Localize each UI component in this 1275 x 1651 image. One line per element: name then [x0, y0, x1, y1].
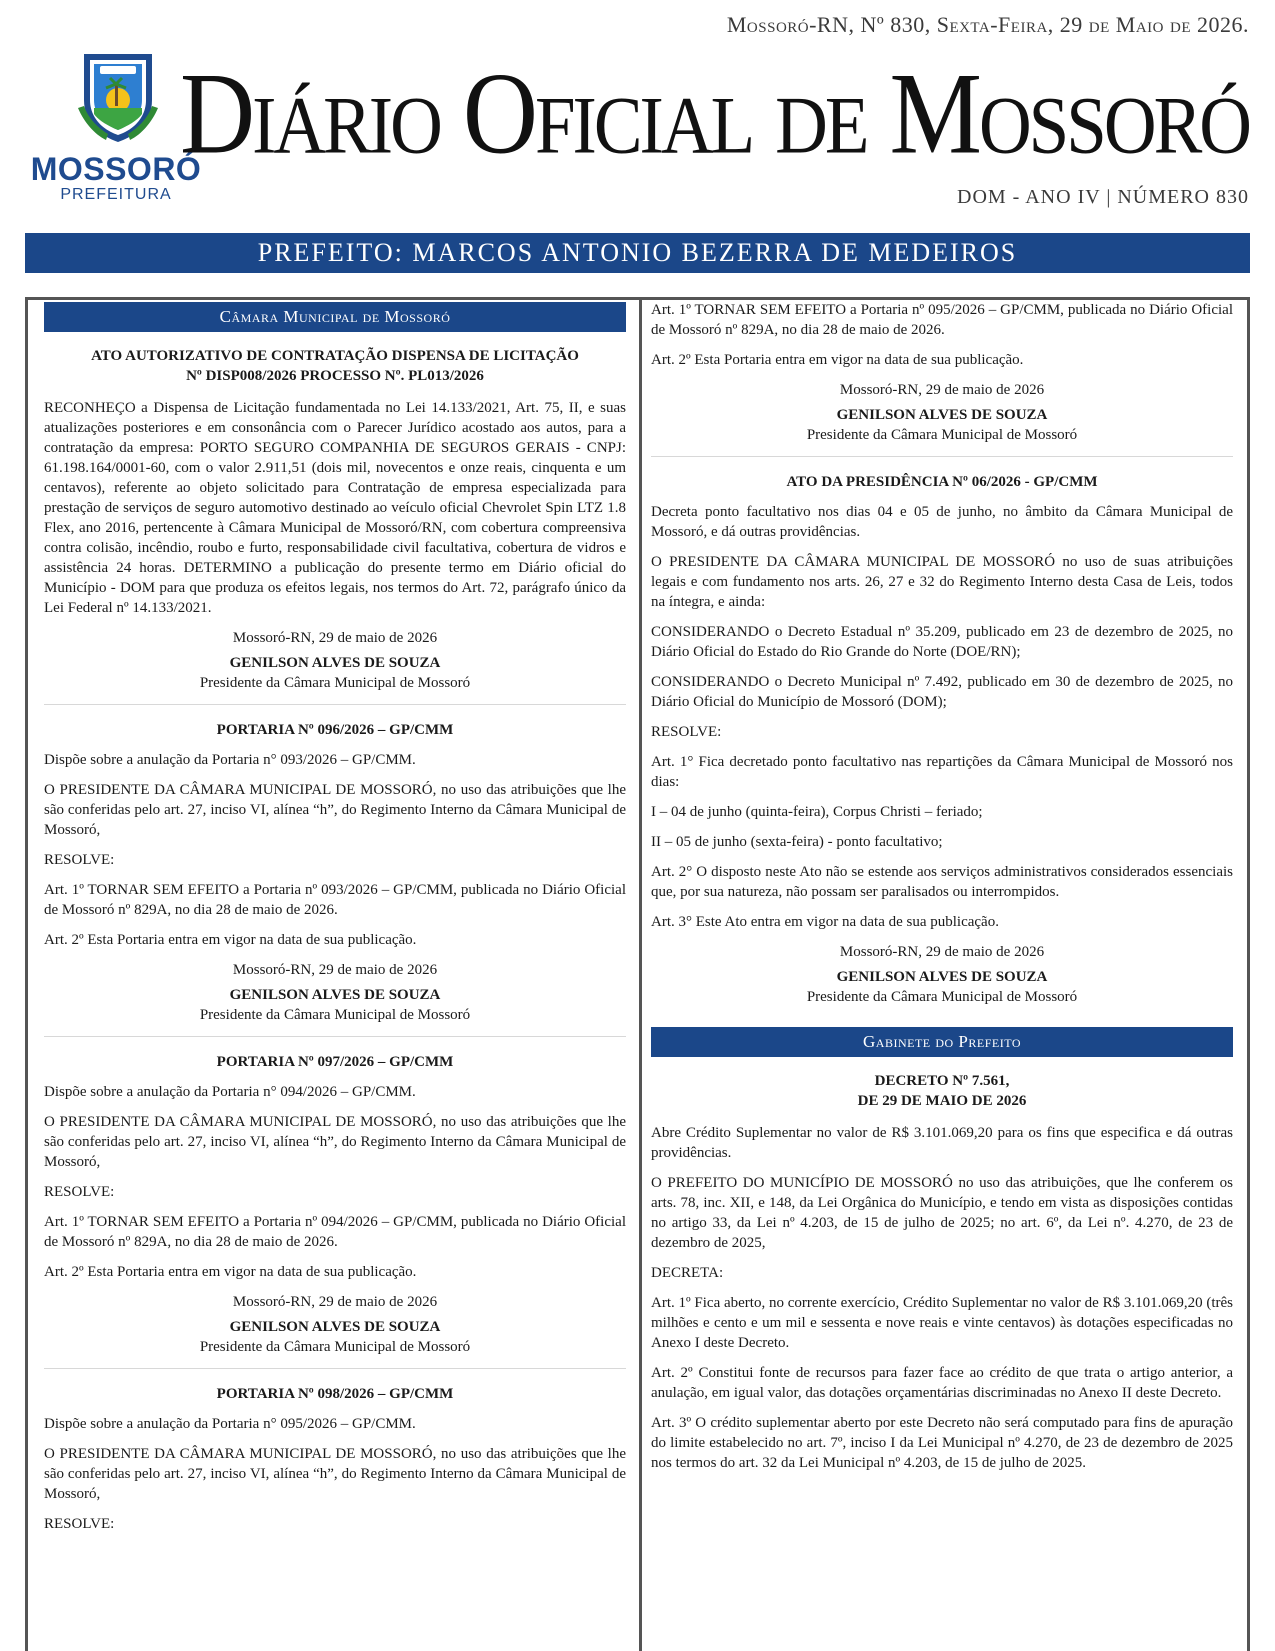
- decreto-decreta: DECRETA:: [651, 1265, 724, 1281]
- left-column: [44, 300, 626, 1534]
- section-header-camara: Câmara Municipal de Mossoró: [44, 302, 626, 332]
- portaria-preamble: O PRESIDENTE DA CÂMARA MUNICIPAL DE MOSSORÓ, no uso das atribuições que lhe são conferidas pelo art. 27, inciso VI, alínea “h”, do Regimento Interno da Câmara Municipal de Mossoró,: [44, 782, 626, 838]
- place-date: Mossoró-RN, 29 de maio de 2026: [839, 382, 1045, 398]
- portaria-096-title: PORTARIA Nº 096/2026 – GP/CMM: [216, 722, 454, 738]
- ato-resolve: RESOLVE:: [651, 724, 722, 740]
- place-date: Mossoró-RN, 29 de maio de 2026: [232, 630, 438, 646]
- logo-subtitle: PREFEITURA: [60, 186, 172, 203]
- decreto-art1: Art. 1º Fica aberto, no corrente exercício, Crédito Suplementar no valor de R$ 3.101.069,20 (três milhões e cento e um mil e sessenta e nove reais e vinte centavos) às dotações especificadas no Anexo I deste Decreto.: [651, 1295, 1233, 1351]
- portaria-resolve: RESOLVE:: [44, 1184, 115, 1200]
- masthead-title: Diário Oficial de Mossoró: [179, 49, 1249, 179]
- decreto-summary: Abre Crédito Suplementar no valor de R$ 3.101.069,20 para os fins que especifica e dá outras providências.: [651, 1125, 1233, 1161]
- logo-city-name: MOSSORÓ: [30, 151, 202, 187]
- signer-name: GENILSON ALVES DE SOUZA: [229, 655, 441, 671]
- mayor-bar: PREFEITO: MARCOS ANTONIO BEZERRA DE MEDEIROS: [25, 233, 1250, 273]
- place-date: Mossoró-RN, 29 de maio de 2026: [232, 962, 438, 978]
- act-body: RECONHEÇO a Dispensa de Licitação fundamentada no Lei 14.133/2021, Art. 75, II, e suas atualizações posteriores e em consonância com o Parecer Jurídico acostado aos autos, para a contratação da empresa: PORTO SEGURO COMPANHIA DE SEGUROS GERAIS - CNPJ: 61.198.164/0001-60, com o valor 2.911,51 (dois mil, novecentos e onze reais, cinquenta e um centavos), referente ao objeto solicitado para Contratação de empresa especializada para prestação de serviços de seguro automotivo destinado ao veículo oficial Chevrolet Spin LTZ 1.8 Flex, ano 2016, pertencente à Câmara Municipal de Mossoró/RN, com cobertura compreensiva contra colisão, incêndio, roubo e furto, responsabilidade civil facultativa, cobertura de vidros e assistência 24 horas. DETERMINO a publicação do presente termo em Diário oficial do Município - DOM para que produza os efeitos legais, nos termos do Art. 72, parágrafo único da Lei Federal nº 14.133/2021.: [44, 400, 626, 616]
- ato-item-2: II – 05 de junho (sexta-feira) - ponto facultativo;: [651, 834, 943, 850]
- portaria-art2: Art. 2º Esta Portaria entra em vigor na data de sua publicação.: [44, 932, 417, 948]
- portaria-preamble: O PRESIDENTE DA CÂMARA MUNICIPAL DE MOSSORÓ, no uso das atribuições que lhe são conferidas pelo art. 27, inciso VI, alínea “h”, do Regimento Interno da Câmara Municipal de Mossoró,: [44, 1114, 626, 1170]
- portaria-art2: Art. 2º Esta Portaria entra em vigor na data de sua publicação.: [44, 1264, 417, 1280]
- signer-name: GENILSON ALVES DE SOUZA: [836, 407, 1048, 423]
- ato-summary: Decreta ponto facultativo nos dias 04 e 05 de junho, no âmbito da Câmara Municipal de Mossoró, e dá outras providências.: [651, 504, 1233, 540]
- act-title: ATO AUTORIZATIVO DE CONTRATAÇÃO DISPENSA DE LICITAÇÃO: [91, 348, 579, 364]
- signer-role: Presidente da Câmara Municipal de Mossoró: [199, 675, 471, 691]
- page-header: [0, 0, 1275, 267]
- city-crest-icon: [78, 48, 158, 146]
- column-divider: [639, 300, 642, 1651]
- place-date: Mossoró-RN, 29 de maio de 2026: [839, 944, 1045, 960]
- portaria-summary: Dispõe sobre a anulação da Portaria n° 095/2026 – GP/CMM.: [44, 1416, 416, 1432]
- portaria-resolve: RESOLVE:: [44, 852, 115, 868]
- ato-considerando-1: CONSIDERANDO o Decreto Estadual nº 35.209, publicado em 23 de dezembro de 2025, no Diário Oficial do Estado do Rio Grande do Norte (DOE/RN);: [651, 624, 1233, 660]
- signer-role: Presidente da Câmara Municipal de Mossoró: [806, 989, 1078, 1005]
- portaria-summary: Dispõe sobre a anulação da Portaria n° 093/2026 – GP/CMM.: [44, 752, 416, 768]
- place-date: Mossoró-RN, 29 de maio de 2026: [232, 1294, 438, 1310]
- portaria-preamble: O PRESIDENTE DA CÂMARA MUNICIPAL DE MOSSORÓ, no uso das atribuições que lhe são conferidas pelo art. 27, inciso VI, alínea “h”, do Regimento Interno da Câmara Municipal de Mossoró,: [44, 1446, 626, 1502]
- portaria-098-title: PORTARIA Nº 098/2026 – GP/CMM: [216, 1386, 454, 1402]
- portaria-art1: Art. 1º TORNAR SEM EFEITO a Portaria nº 093/2026 – GP/CMM, publicada no Diário Oficial de Mossoró nº 829A, no dia 28 de maio de 2026.: [44, 882, 626, 918]
- signer-role: Presidente da Câmara Municipal de Mossoró: [199, 1007, 471, 1023]
- signer-name: GENILSON ALVES DE SOUZA: [836, 969, 1048, 985]
- portaria-resolve: RESOLVE:: [44, 1516, 115, 1532]
- content-frame: [25, 297, 1250, 1651]
- edition-line: Mossoró-RN, Nº 830, Sexta-Feira, 29 de Maio de 2026.: [726, 12, 1249, 37]
- portaria-summary: Dispõe sobre a anulação da Portaria n° 094/2026 – GP/CMM.: [44, 1084, 416, 1100]
- ato-art1: Art. 1° Fica decretado ponto facultativo nas repartições da Câmara Municipal de Mossoró nos dias:: [651, 754, 1233, 790]
- ato-art2: Art. 2° O disposto neste Ato não se estende aos serviços administrativos considerados essenciais que, por sua natureza, não possam ser paralisados ou interrompidos.: [651, 864, 1233, 900]
- ato-considerando-2: CONSIDERANDO o Decreto Municipal nº 7.492, publicado em 30 de dezembro de 2025, no Diário Oficial do Município de Mossoró (DOM);: [651, 674, 1233, 710]
- act-subtitle: Nº DISP008/2026 PROCESSO Nº. PL013/2026: [186, 368, 484, 384]
- ato-preamble: O PRESIDENTE DA CÂMARA MUNICIPAL DE MOSSORÓ no uso de suas atribuições legais e com fundamento nos arts. 26, 27 e 32 do Regimento Interno desta Casa de Leis, todos na íntegra, e ainda:: [651, 554, 1233, 610]
- decreto-preamble: O PREFEITO DO MUNICÍPIO DE MOSSORÓ no uso das atribuições, que lhe conferem os arts. 78, inc. XII, e 148, da Lei Orgânica do Município, e tendo em vista as disposições contidas no artigo 33, da Lei nº 4.203, de 15 de julho de 2025; no art. 6º, da Lei nº. 4.270, de 23 de dezembro de 2025,: [651, 1175, 1233, 1251]
- decreto-art2: Art. 2º Constitui fonte de recursos para fazer face ao crédito de que trata o artigo anterior, a anulação, em igual valor, das dotações orçamentárias discriminadas no Anexo II deste Decreto.: [651, 1365, 1233, 1401]
- ato-art3: Art. 3° Este Ato entra em vigor na data de sua publicação.: [651, 914, 999, 930]
- portaria-art1: Art. 1º TORNAR SEM EFEITO a Portaria nº 094/2026 – GP/CMM, publicada no Diário Oficial de Mossoró nº 829A, no dia 28 de maio de 2026.: [44, 1214, 626, 1250]
- right-column: [651, 300, 1233, 1473]
- portaria-097-title: PORTARIA Nº 097/2026 – GP/CMM: [216, 1054, 454, 1070]
- ato-item-1: I – 04 de junho (quinta-feira), Corpus Christi – feriado;: [651, 804, 983, 820]
- decreto-art3: Art. 3º O crédito suplementar aberto por este Decreto não será computado para fins de apuração do limite estabelecido no art. 7º, inciso I da Lei Municipal nº 4.270, de 23 de dezembro de 2025 nos termos do art. 32 da Lei Municipal nº 4.203, de 15 de julho de 2025.: [651, 1415, 1233, 1471]
- signer-name: GENILSON ALVES DE SOUZA: [229, 987, 441, 1003]
- signer-role: Presidente da Câmara Municipal de Mossoró: [806, 427, 1078, 443]
- signer-role: Presidente da Câmara Municipal de Mossoró: [199, 1339, 471, 1355]
- issue-line: DOM - ANO IV | NÚMERO 830: [957, 186, 1249, 208]
- portaria-art1: Art. 1º TORNAR SEM EFEITO a Portaria nº 095/2026 – GP/CMM, publicada no Diário Oficial de Mossoró nº 829A, no dia 28 de maio de 2026.: [651, 302, 1233, 338]
- ato-presidencia-title: ATO DA PRESIDÊNCIA Nº 06/2026 - GP/CMM: [786, 474, 1098, 490]
- portaria-art2: Art. 2º Esta Portaria entra em vigor na data de sua publicação.: [651, 352, 1024, 368]
- decreto-title: DECRETO Nº 7.561,: [874, 1073, 1010, 1089]
- decreto-subtitle: DE 29 DE MAIO DE 2026: [857, 1093, 1027, 1109]
- section-header-gabinete: Gabinete do Prefeito: [651, 1027, 1233, 1057]
- signer-name: GENILSON ALVES DE SOUZA: [229, 1319, 441, 1335]
